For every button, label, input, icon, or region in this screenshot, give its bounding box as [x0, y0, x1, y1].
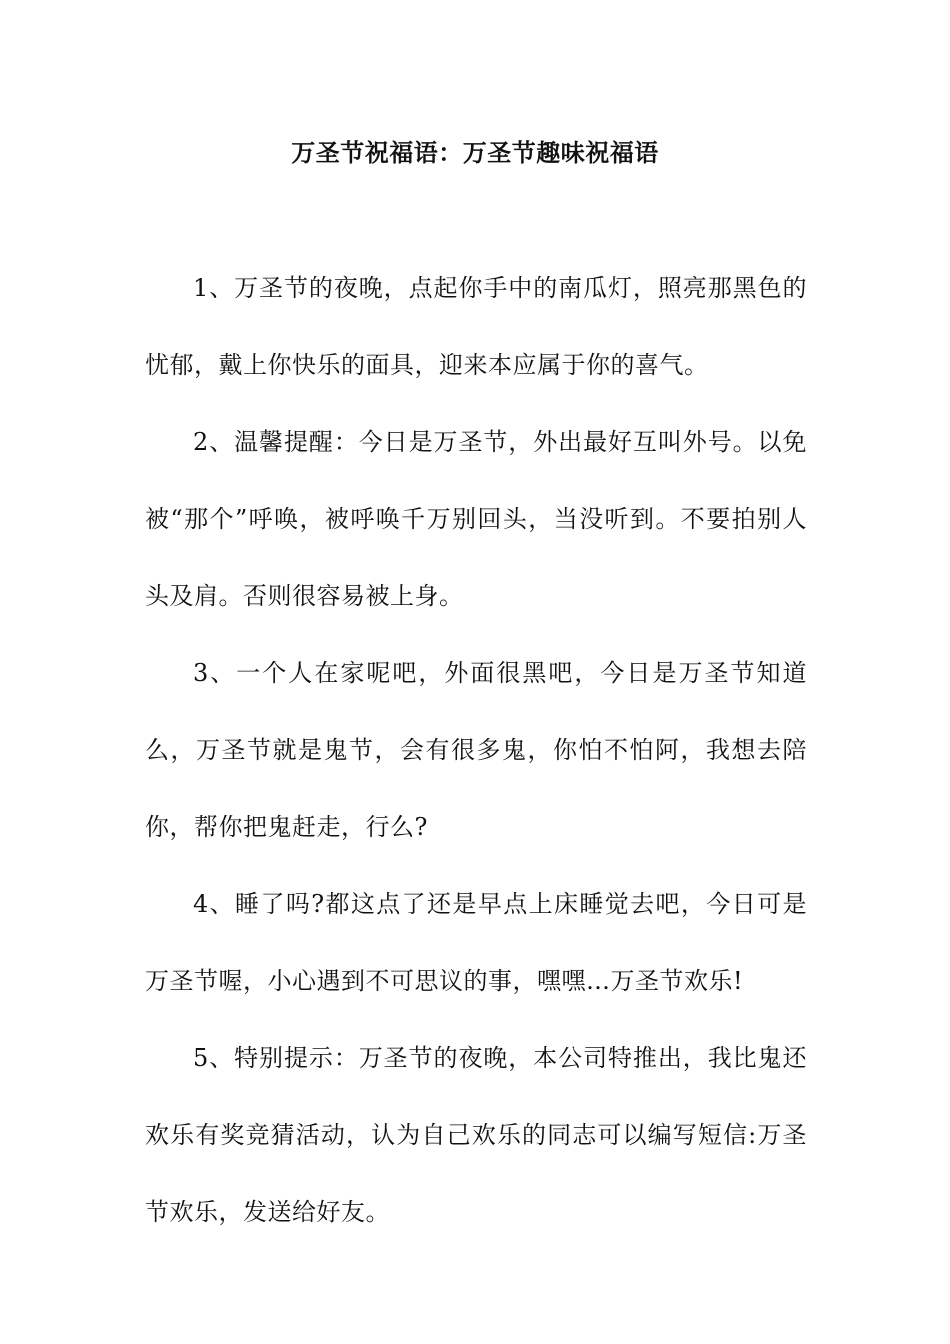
document-title: 万圣节祝福语：万圣节趣味祝福语	[291, 138, 659, 167]
paragraph-4: 4、睡了吗?都这点了还是早点上床睡觉去吧，今日可是万圣节喔，小心遇到不可思议的事，嘿嘿…万圣节欢乐!	[145, 890, 807, 995]
document-body	[145, 250, 807, 1251]
paragraph-3: 3、一个人在家呢吧，外面很黑吧，今日是万圣节知道么，万圣节就是鬼节，会有很多鬼，你怕不怕阿，我想去陪你，帮你把鬼赶走，行么?	[145, 659, 807, 841]
paragraph-5: 5、特别提示：万圣节的夜晚，本公司特推出，我比鬼还欢乐有奖竞猜活动，认为自己欢乐的同志可以编写短信:万圣节欢乐，发送给好友。	[145, 1044, 807, 1226]
paragraph-2: 2、温馨提醒：今日是万圣节，外出最好互叫外号。以免被“那个”呼唤，被呼唤千万别回头，当没听到。不要拍别人头及肩。否则很容易被上身。	[145, 428, 807, 610]
paragraph-1: 1、万圣节的夜晚，点起你手中的南瓜灯，照亮那黑色的忧郁，戴上你快乐的面具，迎来本应属于你的喜气。	[145, 274, 807, 379]
